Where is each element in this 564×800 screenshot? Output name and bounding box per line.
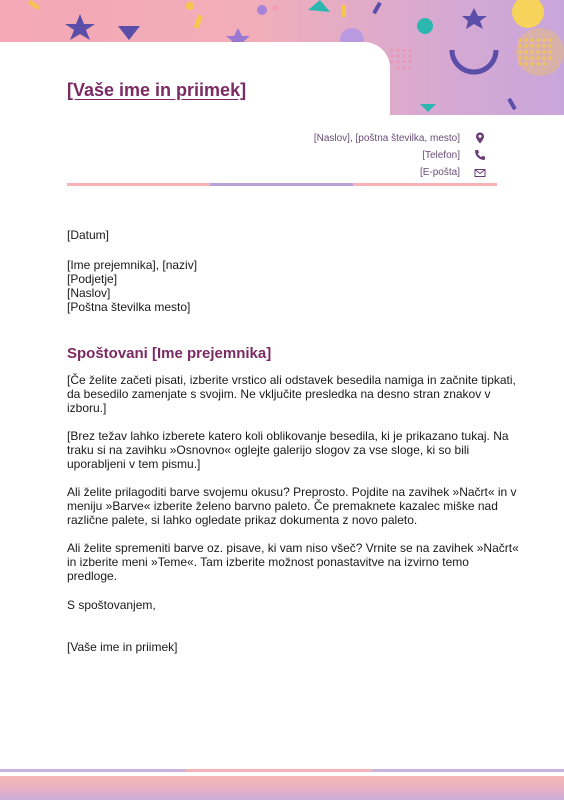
divider-segment: [210, 183, 353, 186]
contact-email[interactable]: [E-pošta]: [419, 167, 460, 178]
date-field[interactable]: [Datum]: [67, 228, 110, 242]
recipient-block: [67, 258, 502, 314]
paragraph-line: da besedilo zamenjate s svojim. Ne vključite presledka na desno stran znakov v: [67, 387, 491, 401]
signature-name[interactable]: [Vaše ime in priimek]: [67, 640, 178, 654]
paragraph-2[interactable]: [67, 429, 509, 471]
closing[interactable]: S spoštovanjem,: [67, 598, 156, 612]
divider-segment: [67, 183, 210, 186]
salutation-heading[interactable]: Spoštovani [Ime prejemnika]: [67, 345, 272, 362]
paragraph-line: [Če želite začeti pisati, izberite vrstico ali odstavek besedila namiga in začnite tipkati,: [67, 373, 516, 387]
recipient-name-title[interactable]: [Ime prejemnika], [naziv]: [67, 258, 198, 272]
envelope-icon: [474, 167, 486, 179]
paragraph-line: in izberite meni »Teme«. Tam izberite možnost ponastavitve na izvirno temo: [67, 555, 469, 569]
phone-icon: [474, 149, 486, 161]
paragraph-line: različne palete, si lahko ogledate prikaz dokumenta z novo paleto.: [67, 513, 418, 527]
paragraph-line: Ali želite spremeniti barve oz. pisave, ki vam niso všeč? Vrnite se na zavihek »Načrt«: [67, 541, 519, 555]
paragraph-4[interactable]: [67, 541, 519, 583]
recipient-company[interactable]: [Podjetje]: [67, 272, 118, 286]
contact-phone[interactable]: [Telefon]: [422, 150, 460, 161]
divider-segment: [353, 183, 497, 186]
paragraph-line: uporabljeni v tem pismu.]: [67, 457, 201, 471]
recipient-postal-city[interactable]: [Poštna številka mesto]: [67, 300, 191, 314]
paragraph-line: meniju »Barve« izberite želeno barvno paleto. Če premaknete kazalec miške nad: [67, 499, 498, 513]
paragraph-3[interactable]: [67, 485, 517, 527]
paragraph-1[interactable]: [67, 373, 516, 415]
paragraph-line: Ali želite prilagoditi barve svojemu okusu? Preprosto. Pojdite na zavihek »Načrt« in v: [67, 485, 517, 499]
paragraph-line: [Brez težav lahko izberete katero koli oblikovanje besedila, ki je prikazano tukaj. Na: [67, 429, 509, 443]
location-pin-icon: [474, 132, 486, 144]
paragraph-line: traku si na zavihku »Osnovno« oglejte galerijo slogov za vse sloge, ki so bili: [67, 443, 470, 457]
footer-band: [0, 776, 564, 800]
recipient-address[interactable]: [Naslov]: [67, 286, 111, 300]
paragraph-line: predloge.: [67, 569, 118, 583]
paragraph-line: izboru.]: [67, 401, 107, 415]
sender-name-heading[interactable]: [Vaše ime in priimek]: [67, 80, 247, 100]
footer-divider: [0, 769, 564, 772]
contact-address[interactable]: [Naslov], [poštna številka, mesto]: [313, 133, 460, 144]
